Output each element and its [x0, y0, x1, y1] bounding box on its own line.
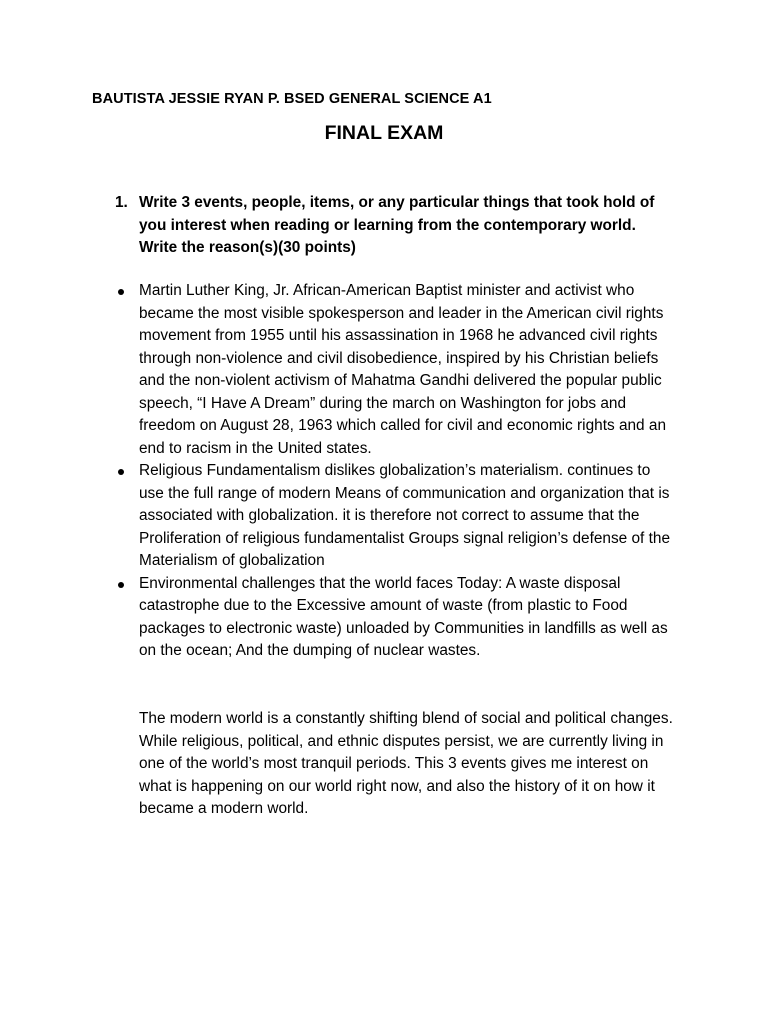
bullet-icon	[118, 582, 124, 588]
question-text: Write 3 events, people, items, or any particular things that took hold of you interest when reading or learning from the contemporary world. Write the reason(s)(30 points)	[139, 194, 655, 256]
conclusion-paragraph: The modern world is a constantly shifting blend of social and political changes. While religious, political, and ethnic disputes persist, we are currently living in one of the world’s most tranquil periods. This 3 events gives me interest on what is happening on our world right now, and also the history of it on how it became a modern world.	[139, 710, 673, 817]
student-info-line: BAUTISTA JESSIE RYAN P. BSED GENERAL SCIENCE A1	[92, 91, 492, 107]
answer-text: Religious Fundamentalism dislikes globalization’s materialism. continues to use the full range of modern Means of communication and organization that is associated with globalization. it is therefore not correct to assume that the Proliferation of religious fundamentalist Groups signal religion’s defense of the Materialism of globalization	[139, 462, 670, 569]
bullet-icon	[118, 469, 124, 475]
exam-title: FINAL EXAM	[324, 122, 444, 144]
bullet-icon	[118, 289, 124, 295]
answer-text: Martin Luther King, Jr. African-American Baptist minister and activist who became the most visible spokesperson and leader in the American civil rights movement from 1955 until his assassination in 1968 he advanced civil rights through non-violence and civil disobedience, inspired by his Christian beliefs and the non-violent activism of Mahatma Gandhi delivered the popular public speech, “I Have A Dream” during the march on Washington for jobs and freedom on August 28, 1963 which called for civil and economic rights and an end to racism in the United states.	[139, 282, 667, 457]
question-number: 1.	[115, 194, 128, 211]
answer-item	[115, 573, 675, 663]
question-item	[115, 192, 675, 260]
page-title	[0, 122, 768, 145]
answer-item	[115, 280, 675, 460]
answer-text: Environmental challenges that the world faces Today: A waste disposal catastrophe due to the Excessive amount of waste (from plastic to Food packages to electronic waste) unloaded by Communities in landfills as well as on the ocean; And the dumping of nuclear wastes.	[139, 574, 668, 659]
answer-list	[115, 280, 675, 663]
answer-item	[115, 460, 675, 573]
